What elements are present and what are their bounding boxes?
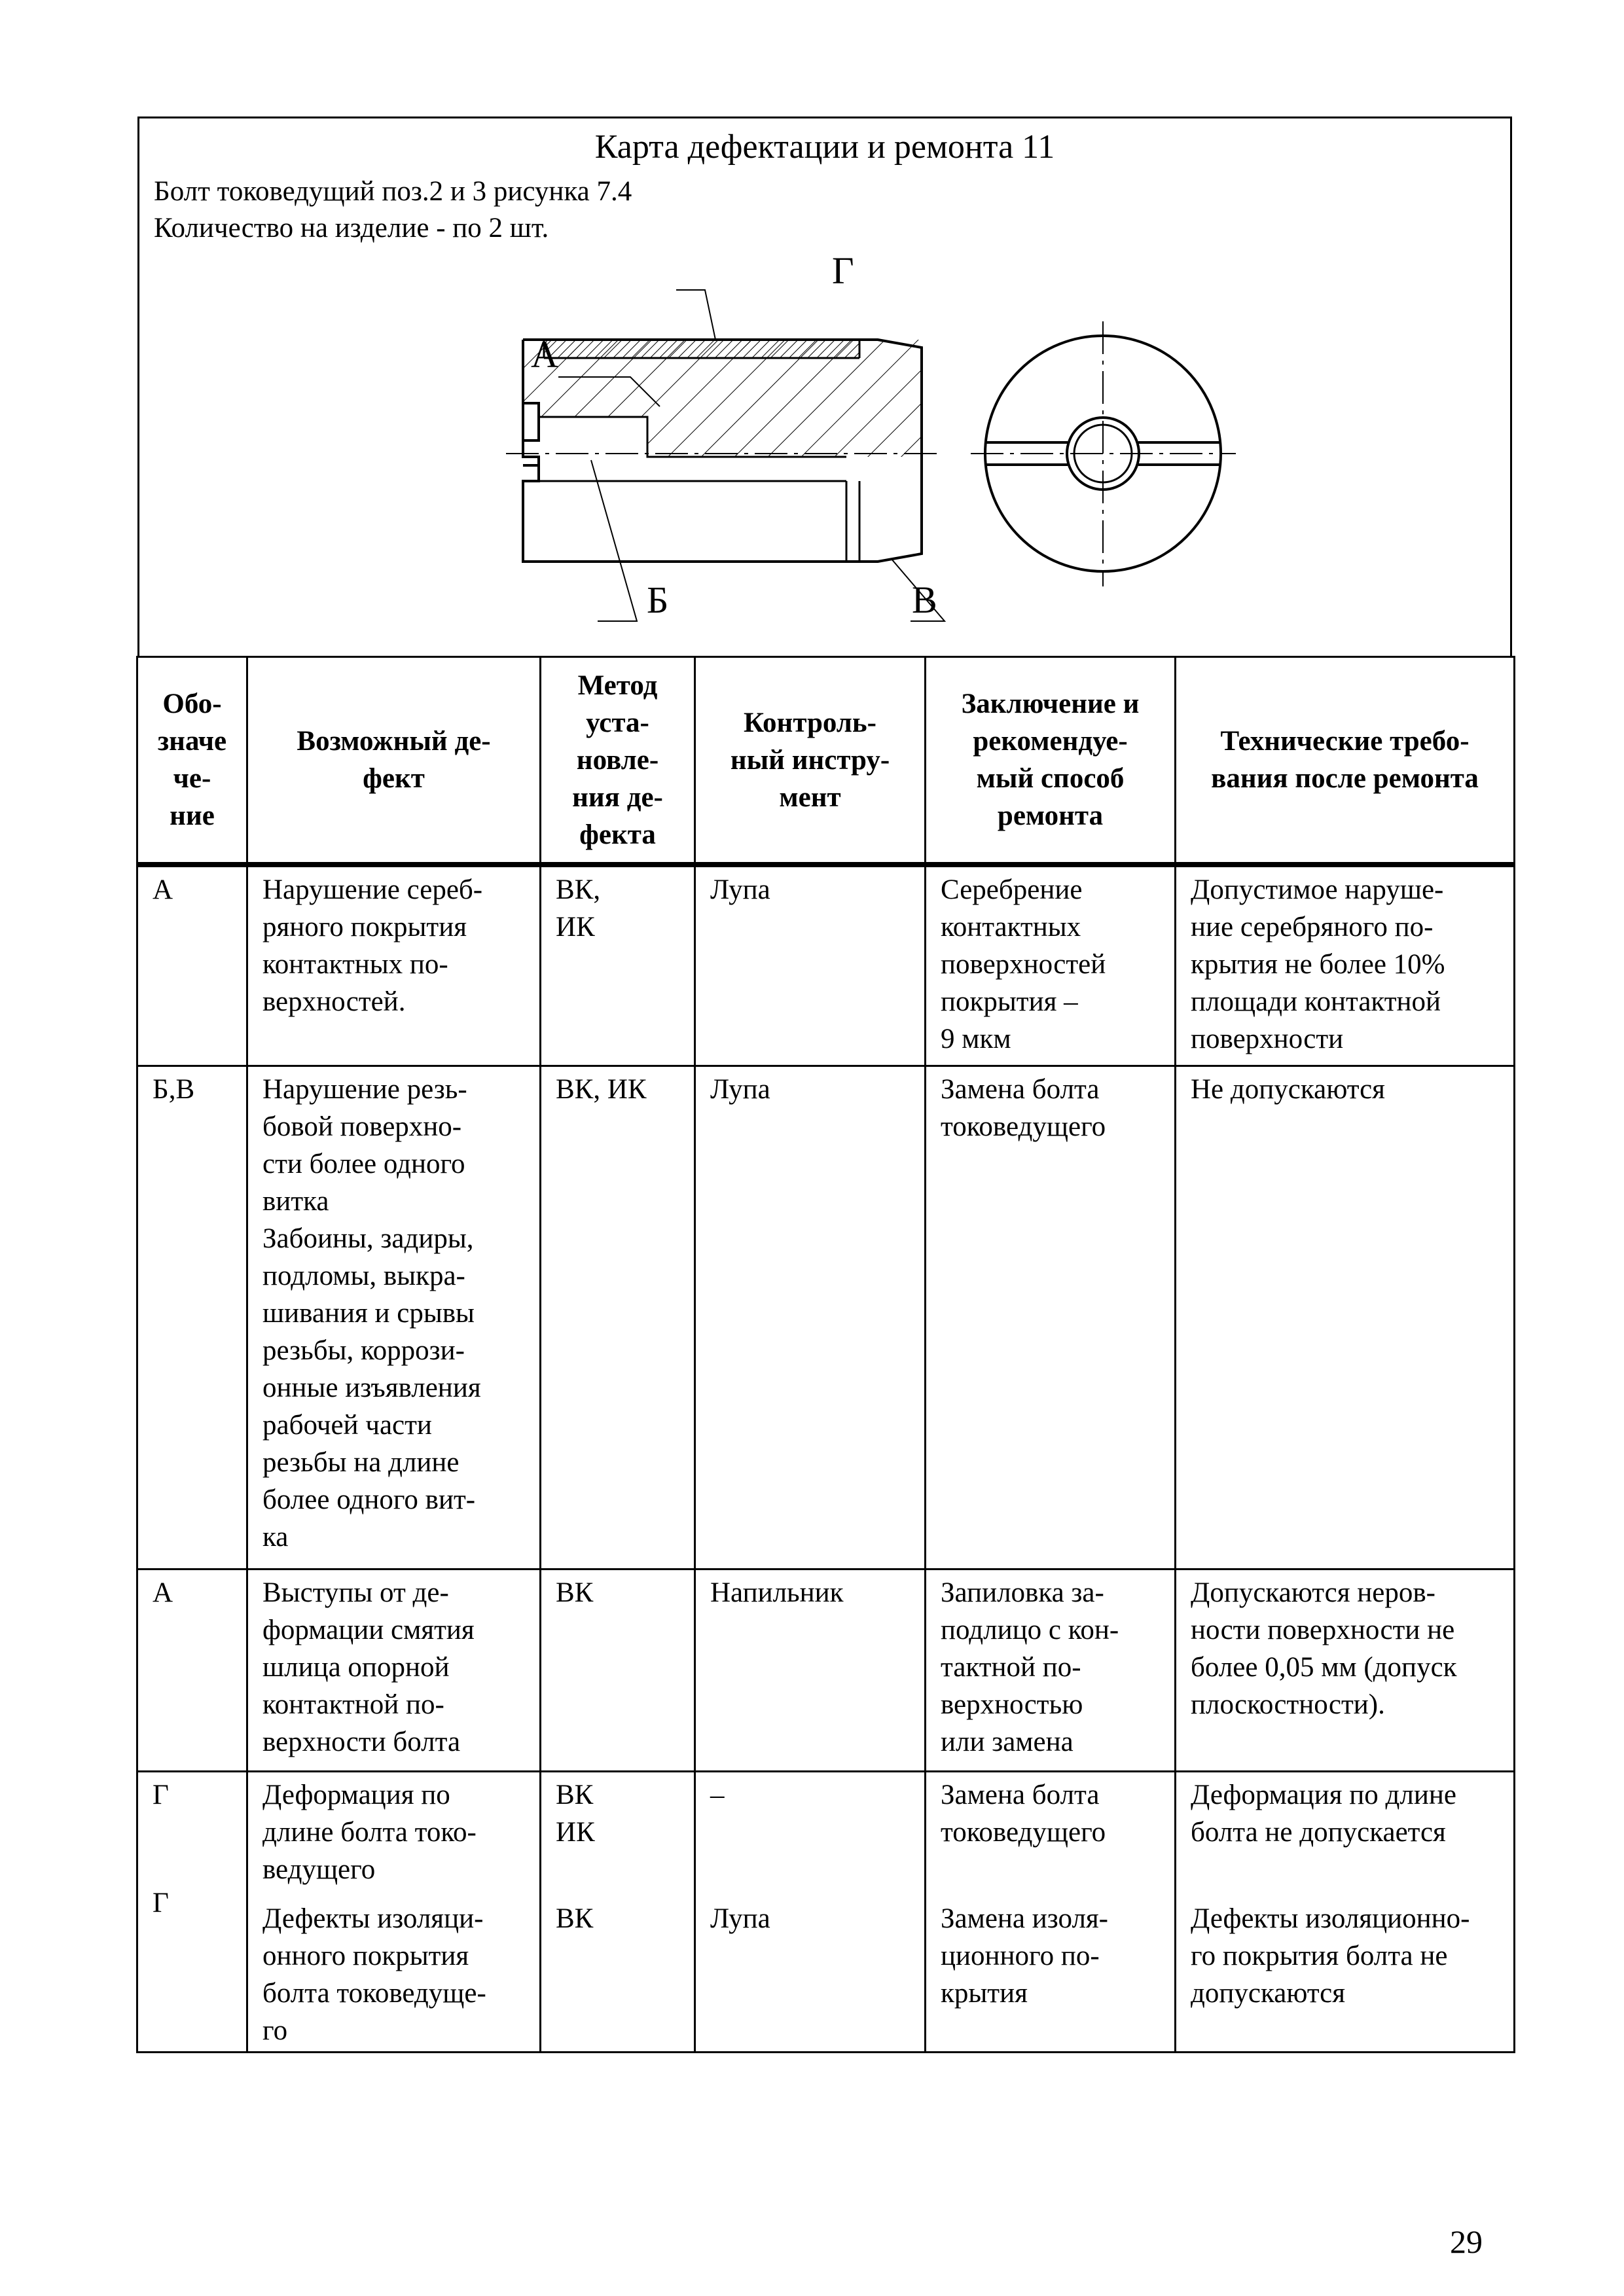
label-b: Б (647, 579, 669, 621)
card-quantity: Количество на изделие - по 2 шт. (154, 213, 549, 243)
cell-defect: Нарушение сереб- ряного покрытия контактных по- верхностей. (247, 865, 541, 1066)
cell-requirements: Допустимое наруше- ние серебряного по- крытия не более 10% площади контактной поверхности (1176, 865, 1515, 1066)
label-a: А (531, 333, 558, 376)
table-header-row (137, 657, 1515, 865)
cell-mark (137, 1772, 247, 2053)
card-part-name: Болт токоведущий поз.2 и 3 рисунка 7.4 (154, 176, 632, 207)
table-row (137, 1570, 1515, 1772)
cell-repair: Замена болта токоведущего (926, 1066, 1176, 1570)
cell-requirements-line: Деформация по длине болта не допускается (1191, 1780, 1456, 1848)
card-frame (137, 117, 1512, 656)
header-requirements: Технические требо- вания после ремонта (1176, 657, 1515, 865)
header-tool: Контроль- ный инстру- мент (695, 657, 926, 865)
cell-repair: Запиловка за- подлицо с кон- тактной по- верхностью или замена (926, 1570, 1176, 1772)
page-number: 29 (1450, 2223, 1483, 2260)
bolt-section-view (506, 340, 941, 562)
cell-defect-line: Деформация по длине болта токо- ведущего (262, 1780, 477, 1885)
cell-defect: Нарушение резь- бовой поверхно- сти более одного витка Забоины, задиры, подломы, выкра- шивания и срывы резьбы, коррози- онные изъявления рабочей части резьбы на длине более одного вит- ка (247, 1066, 541, 1570)
table-row (137, 1772, 1515, 2053)
cell-method-line: ВК (556, 1903, 594, 1934)
cell-method: ВК (541, 1570, 695, 1772)
header-repair: Заключение и рекомендуе- мый способ ремонта (926, 657, 1176, 865)
cell-tool: Лупа (695, 865, 926, 1066)
cell-defect (247, 1772, 541, 2053)
cell-defect: Выступы от де- формации смятия шлица опорной контактной по- верхности болта (247, 1570, 541, 1772)
cell-mark-line: Г (153, 1888, 169, 1918)
cell-repair-line: Замена изоля- ционного по- крытия (941, 1903, 1109, 2009)
cell-method: ВК, ИК (541, 1066, 695, 1570)
defects-table (136, 656, 1515, 2053)
header-method: Метод уста- новле- ния де- фекта (541, 657, 695, 865)
cell-mark: А (137, 1570, 247, 1772)
label-g: Г (832, 249, 854, 292)
cell-tool-line: Лупа (710, 1903, 770, 1934)
cell-mark: Б,В (137, 1066, 247, 1570)
cell-defect-line: Дефекты изоляци- онного покрытия болта токоведуще- го (262, 1903, 486, 2046)
cell-tool (695, 1772, 926, 2053)
cell-tool: Лупа (695, 1066, 926, 1570)
cell-repair (926, 1772, 1176, 2053)
cell-method-line: ВК ИК (556, 1780, 595, 1848)
header-defect: Возможный де- фект (247, 657, 541, 865)
cell-requirements-line: Дефекты изоляционно- го покрытия болта не допускаются (1191, 1903, 1470, 2009)
cell-method (541, 1772, 695, 2053)
label-v: В (912, 579, 937, 621)
card-title: Карта дефектации и ремонта 11 (594, 128, 1055, 166)
cell-requirements: Не допускаются (1176, 1066, 1515, 1570)
cell-repair: Серебрение контактных поверхностей покрытия – 9 мкм (926, 865, 1176, 1066)
header-mark: Обо- значе че- ние (137, 657, 247, 865)
bolt-drawing (139, 118, 1510, 656)
cell-requirements: Допускаются неров- ности поверхности не более 0,05 мм (допуск плоскостности). (1176, 1570, 1515, 1772)
table-row (137, 865, 1515, 1066)
table-row (137, 1066, 1515, 1570)
cell-method: ВК, ИК (541, 865, 695, 1066)
bolt-end-view (971, 321, 1236, 586)
cell-requirements (1176, 1772, 1515, 2053)
cell-mark-line: Г (153, 1780, 169, 1810)
cell-repair-line: Замена болта токоведущего (941, 1780, 1106, 1848)
cell-mark: А (137, 865, 247, 1066)
cell-tool-line: – (710, 1780, 725, 1810)
cell-tool: Напильник (695, 1570, 926, 1772)
